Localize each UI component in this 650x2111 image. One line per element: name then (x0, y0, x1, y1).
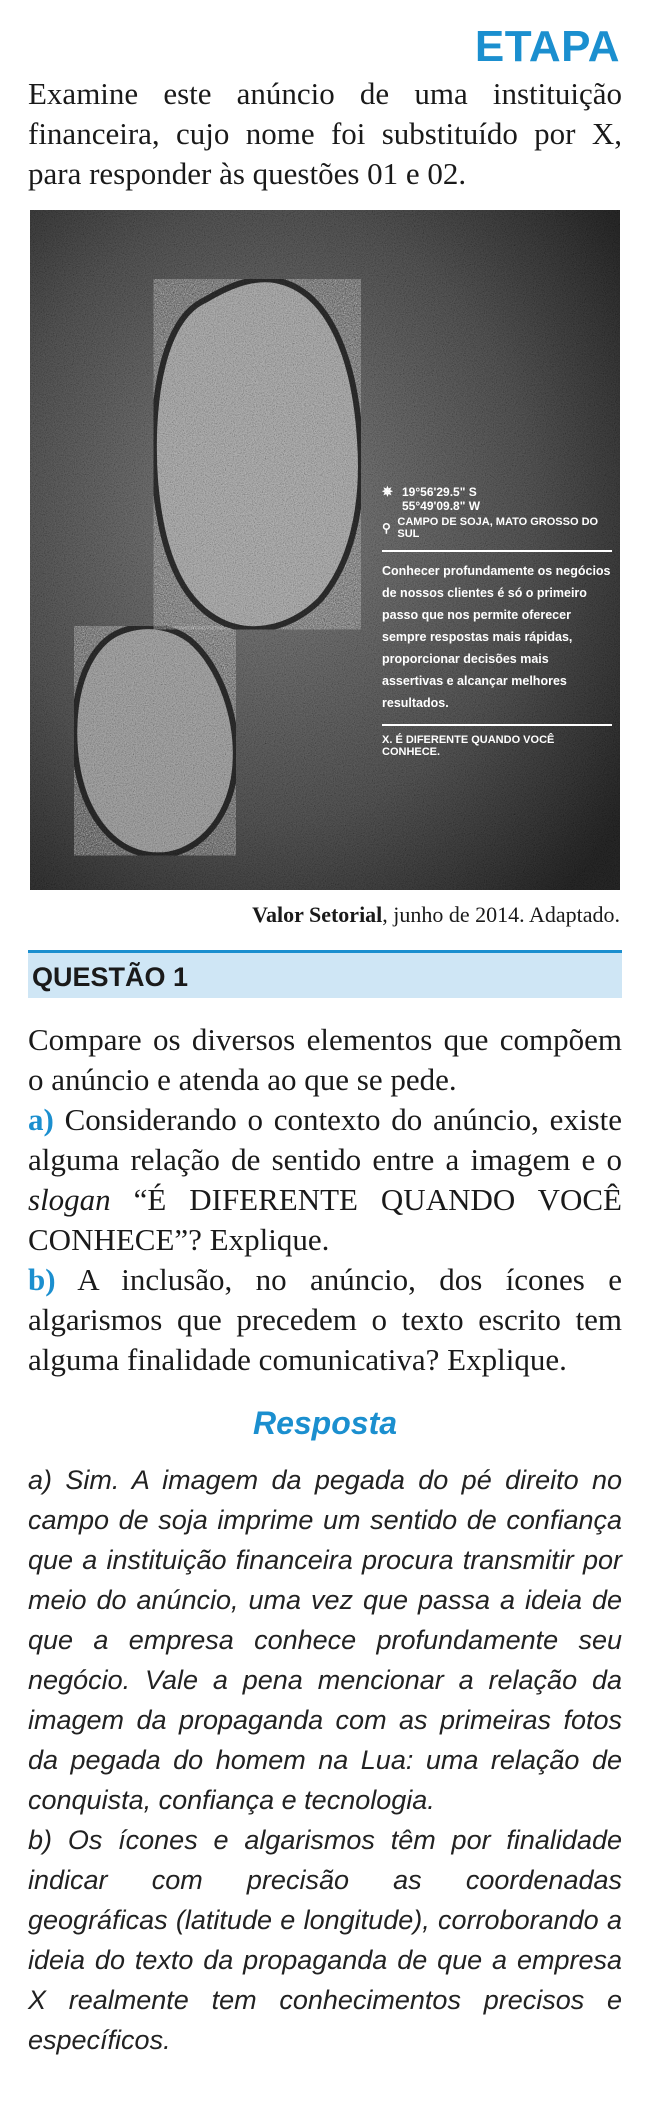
ad-body-text: Conhecer profundamente os negócios de nossos clientes é só o primeiro passo que nos permite oferecer sempre respostas mais rápidas, proporcionar decisões mais assertivas e alcançar melhores resultados. (382, 564, 611, 710)
answer-a: a) Sim. A imagem da pegada do pé direito no campo de soja imprime um sentido de confiança que a instituição financeira procura transmitir por meio do anúncio, uma vez que passa a ideia de que a empresa conhece profundamente seu negócio. Vale a pena mencionar a relação da imagem da propaganda com as primeiras fotos da pegada do homem na Lua: uma relação de conquista, confiança e tecnologia. (28, 1465, 622, 1815)
question-header: QUESTÃO 1 (28, 950, 622, 998)
longitude: 55°49'09.8" W (402, 499, 481, 513)
answer-b: b) Os ícones e algarismos têm por finalidade indicar com precisão as coordenadas geográficas (latitude e longitude), corroborando a ideia do texto da propaganda de que a empresa X realmente tem conhecimentos precisos e específicos. (28, 1825, 622, 2055)
caption-source: Valor Setorial (252, 902, 383, 927)
intro-text: Examine este anúncio de uma instituição financeira, cujo nome foi substituído por X, para responder às questões 01 e 02. (28, 76, 622, 191)
question-body (28, 1020, 622, 1380)
ad-text-block (382, 485, 612, 758)
answer-title: Resposta (252, 1405, 398, 1441)
answer-body (28, 1460, 622, 2060)
compass-icon: ✵ (382, 484, 393, 499)
item-letter: a) (28, 1102, 54, 1137)
question-prompt: Compare os diversos elementos que compõem o anúncio e atenda ao que se pede. (28, 1022, 622, 1097)
map-pin-icon: ⚲ (382, 521, 391, 535)
advertisement-image (30, 210, 620, 890)
caption-rest: , junho de 2014. Adaptado. (382, 902, 620, 927)
latitude: 19°56'29.5" S (402, 485, 477, 499)
location-label: CAMPO DE SOJA, MATO GROSSO DO SUL (397, 516, 599, 540)
divider (382, 550, 612, 552)
image-caption (252, 902, 620, 928)
ad-slogan: X. É DIFERENTE QUANDO VOCÊ CONHECE. (382, 734, 555, 758)
question-item-a: a) Considerando o contexto do anúncio, existe alguma relação de sentido entre a imagem e o slogan “É DIFERENTE QUANDO VOCÊ CONHECE”? Explique. (28, 1102, 622, 1257)
location-row (382, 516, 612, 540)
question-item-b: b) A inclusão, no anúncio, dos ícones e algarismos que precedem o texto escrito tem alguma finalidade comunicativa? Explique. (28, 1262, 622, 1377)
brand-logo: ETAPA (474, 22, 620, 71)
item-letter: b) (28, 1262, 56, 1297)
divider (382, 724, 612, 726)
coordinates (382, 485, 612, 513)
